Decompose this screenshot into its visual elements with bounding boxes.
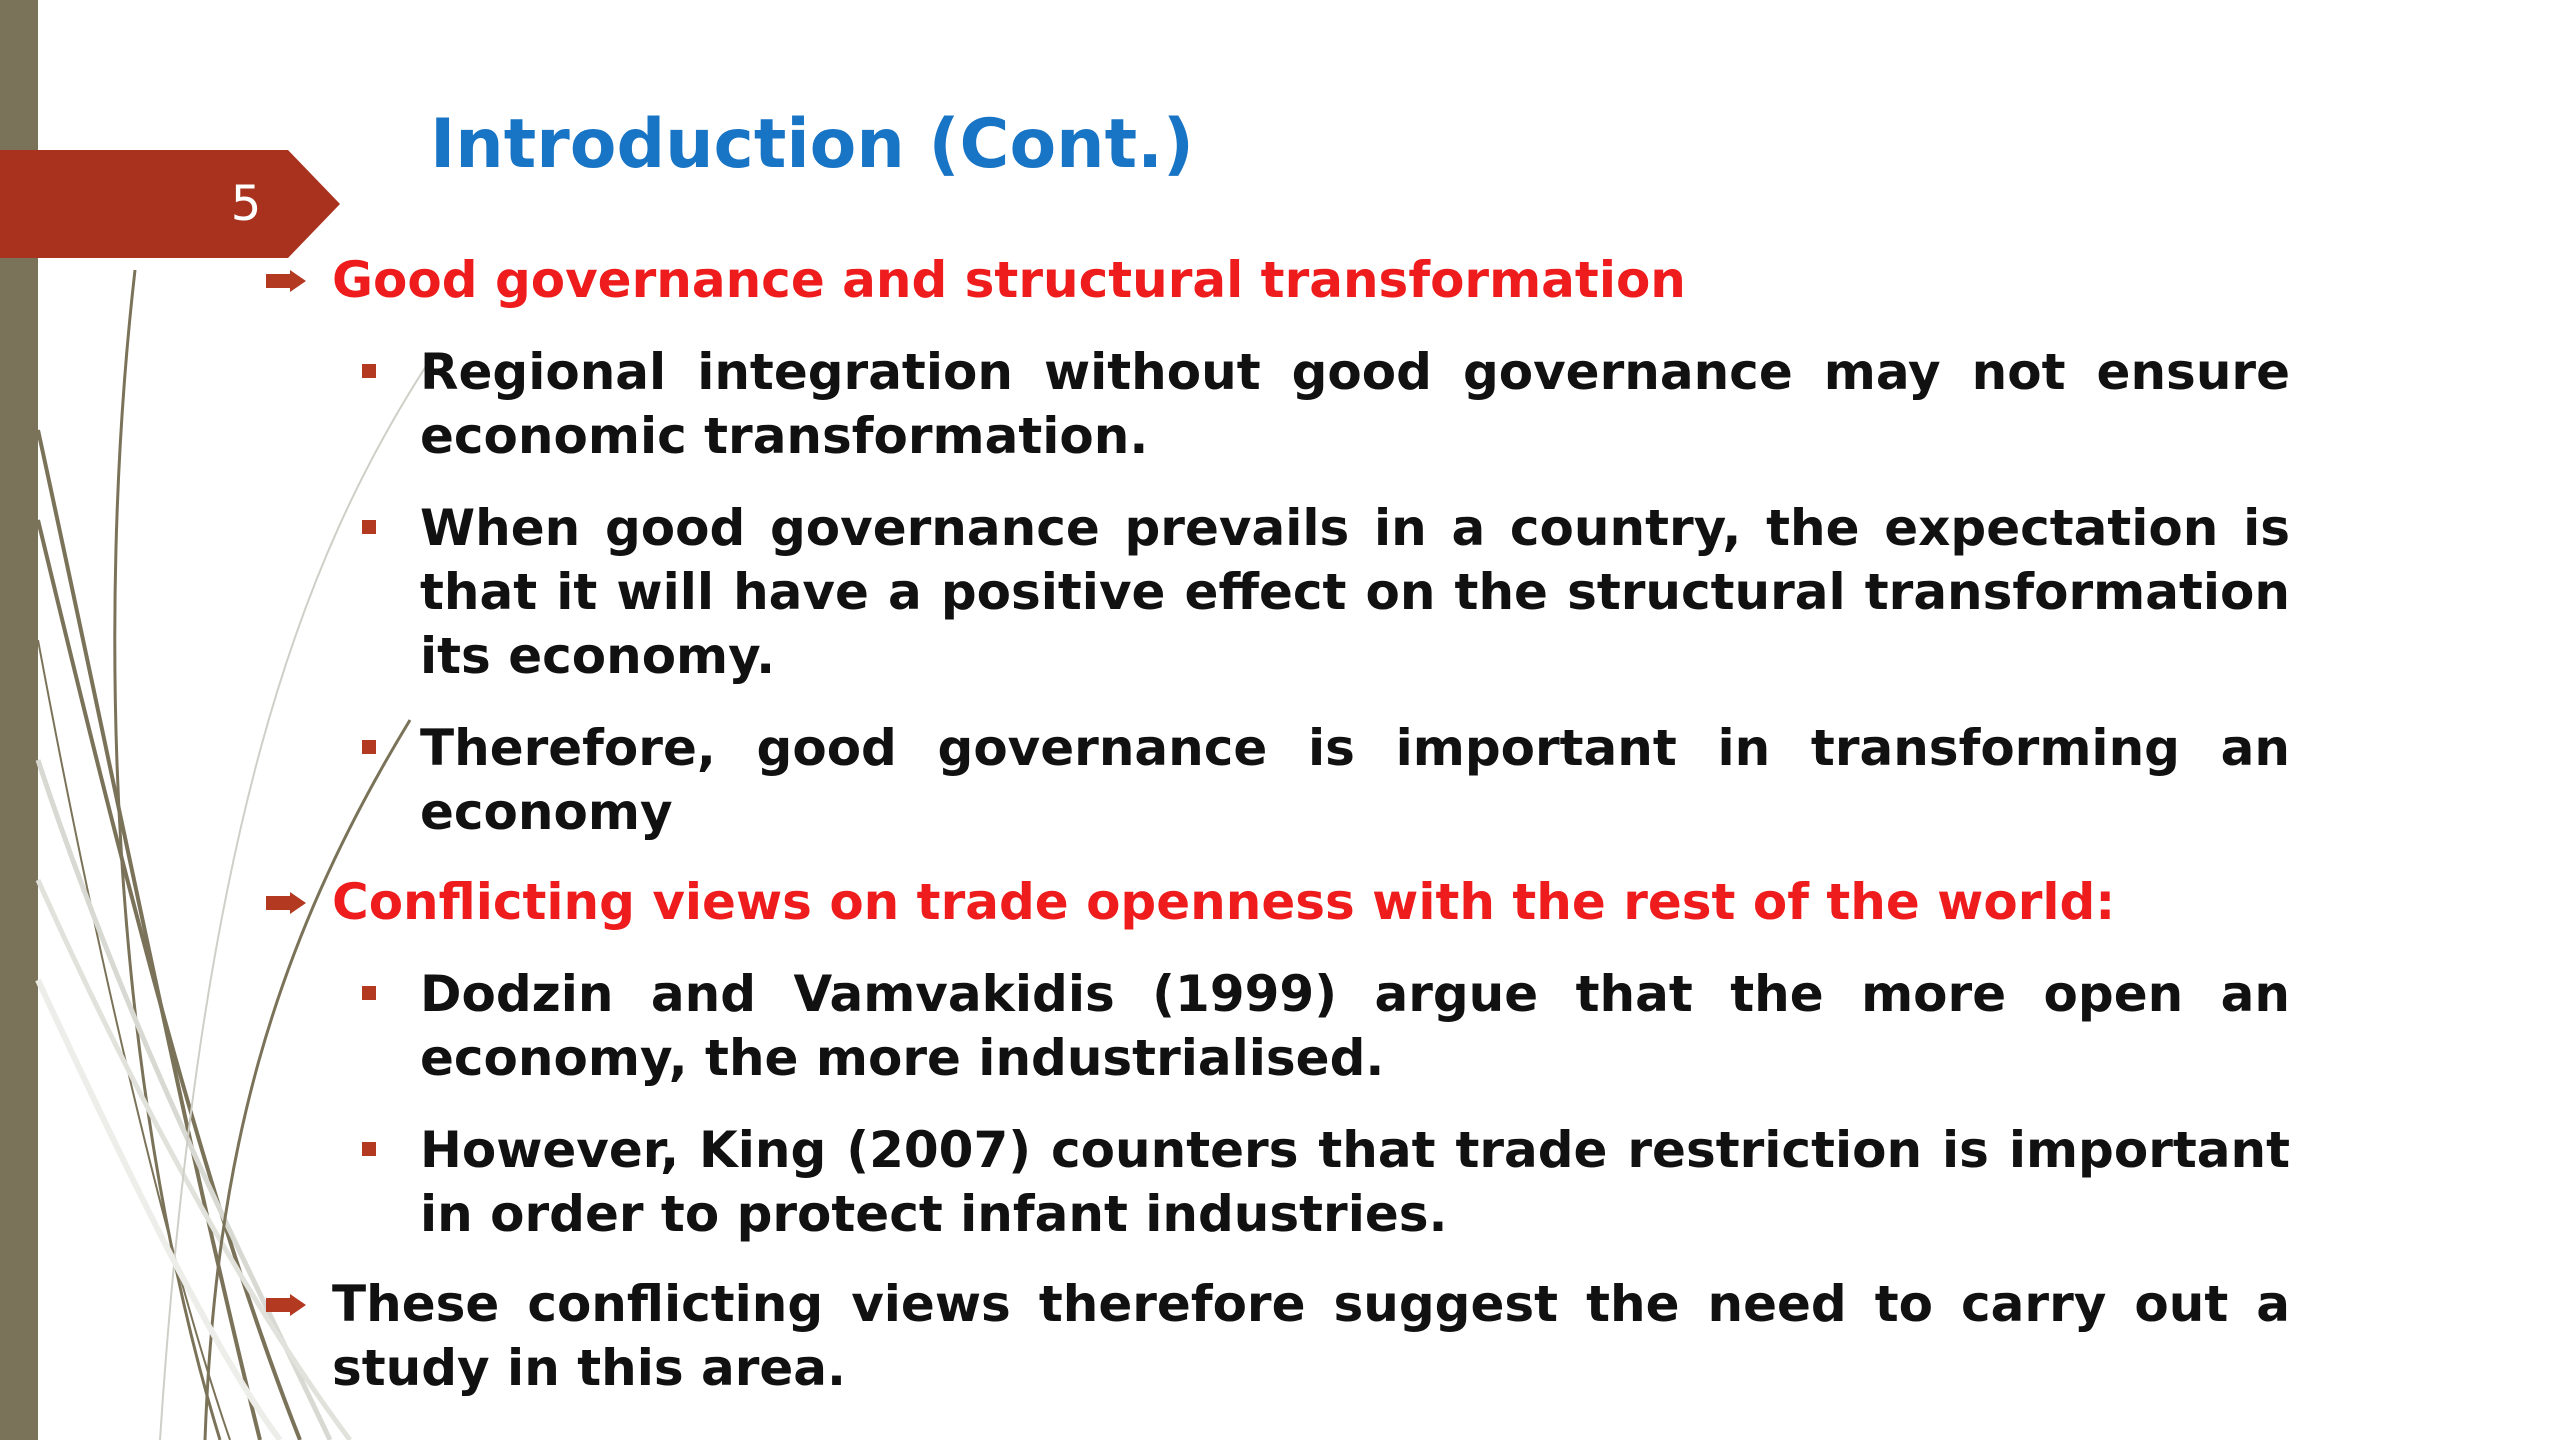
sub-bullet — [420, 962, 2290, 1090]
square-bullet-icon — [362, 1142, 376, 1156]
bullet-list — [260, 248, 2290, 1400]
arrow-bullet-icon — [266, 270, 306, 292]
sub-bullet — [420, 1118, 2290, 1246]
slide-title: Introduction (Cont.) — [430, 105, 1195, 184]
bullet-text: Conflicting views on trade openness with the rest of the world: — [332, 873, 2116, 931]
sub-bullet — [420, 716, 2290, 844]
slide-number-tab — [0, 150, 340, 258]
square-bullet-icon — [362, 986, 376, 1000]
slide-number: 5 — [230, 176, 262, 232]
bullet-good-governance — [260, 248, 2290, 312]
bullet-text: Good governance and structural transformation — [332, 251, 1686, 309]
sub-bullet-text: Therefore, good governance is important in transforming an economy — [420, 719, 2290, 841]
bullet-conclusion — [260, 1272, 2290, 1400]
bullet-conflicting-views — [260, 870, 2290, 934]
sub-bullet — [420, 496, 2290, 688]
sub-bullet-text: However, King (2007) counters that trade restriction is important in order to protect infant industries. — [420, 1121, 2290, 1243]
arrow-bullet-icon — [266, 892, 306, 914]
sub-bullet — [420, 340, 2290, 468]
sub-bullet-text: Regional integration without good governance may not ensure economic transformation. — [420, 343, 2290, 465]
arrow-bullet-icon — [266, 1294, 306, 1316]
sub-bullet-text: When good governance prevails in a country, the expectation is that it will have a positive effect on the structural transformation its economy. — [420, 499, 2290, 685]
square-bullet-icon — [362, 740, 376, 754]
square-bullet-icon — [362, 364, 376, 378]
bullet-text: These conflicting views therefore suggest the need to carry out a study in this area. — [332, 1275, 2290, 1397]
square-bullet-icon — [362, 520, 376, 534]
sub-bullet-text: Dodzin and Vamvakidis (1999) argue that the more open an economy, the more industrialised. — [420, 965, 2290, 1087]
